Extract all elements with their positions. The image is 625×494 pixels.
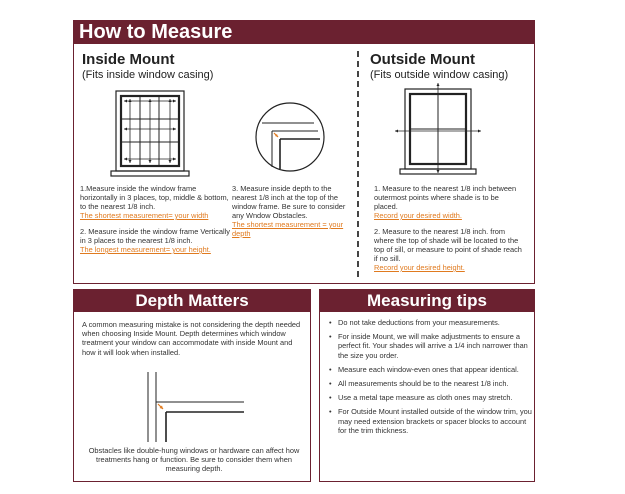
tip-item: • All measurements should be to the nearest 1/8 inch. [328,379,532,388]
inside-mount-subtitle: (Fits inside window casing) [82,69,214,81]
tip-item: • Use a metal tape measure as cloth ones may stretch. [328,393,532,402]
inside-height-link: The longest measurement= your height. [80,245,211,254]
depth-intro: A common measuring mistake is not considering the depth needed when choosing Inside Mount. Depth determines which window treatment your window can accommodate with inside Mount and how it will look when installed. [82,320,301,357]
inside-depth-link: The shortest measurement = your depth [232,220,344,238]
inside-mount-window-illustration [114,89,186,179]
tip-item: • For inside Mount, we will make adjustments to ensure a perfect fit. Your shades will arrive a 1/4 inch narrower than the size you order. [328,332,532,360]
inside-step-3 [232,184,354,238]
depth-matters-panel [73,289,311,482]
outside-step-2 [374,227,524,272]
measuring-tips-title: Measuring tips [320,290,534,312]
tip-item: • Measure each window-even ones that appear identical. [328,365,532,374]
depth-matters-title: Depth Matters [74,290,310,312]
outside-step-1 [374,184,524,220]
inside-depth-illustration [254,101,326,173]
how-to-measure-title: How to Measure [74,21,534,44]
depth-footer: Obstacles like double-hung windows or hardware can affect how treatments hang or function. Be sure to consider them when measuring depth. [88,446,300,474]
depth-corner-illustration [144,370,244,442]
outside-mount-window-illustration [399,87,479,179]
inside-step-3-text: 3. Measure inside depth to the nearest 1/8 inch at the top of the window frame. Be sure to consider any Wndow Obstacles. [232,184,346,220]
outside-step-1-text: 1. Measure to the nearest 1/8 inch between outermost points where shade is to be placed. [374,184,517,211]
tips-list [328,318,532,440]
inside-mount-title: Inside Mount [82,51,175,68]
outside-mount-subtitle: (Fits outside window casing) [370,69,509,81]
outside-mount-title: Outside Mount [370,51,475,68]
tip-item: • For Outside Mount installed outside of the window trim, you may need extension brackets or spacer blocks to account for the trim thickness. [328,407,532,435]
outside-height-link: Record your desired height. [374,263,465,272]
inside-step-1 [80,184,230,220]
inside-step-2 [80,227,230,254]
measuring-tips-panel [319,289,535,482]
inside-step-2-text: 2. Measure inside the window frame Vertically in 3 places to the nearest 1/8 inch. [80,227,230,245]
how-to-measure-panel [73,20,535,284]
inside-width-link: The shortest measurement= your width [80,211,209,220]
outside-width-link: Record your desired width. [374,211,462,220]
inside-step-1-text: 1.Measure inside the window frame horizontally in 3 places, top, middle & bottom, to the nearest 1/8 inch. [80,184,229,211]
tip-item: • Do not take deductions from your measurements. [328,318,532,327]
section-divider [357,51,359,277]
outside-step-2-text: 2. Measure to the nearest 1/8 inch. from where the top of shade will be located to the top of sill, or measure to point of shade reach if no sill. [374,227,522,263]
